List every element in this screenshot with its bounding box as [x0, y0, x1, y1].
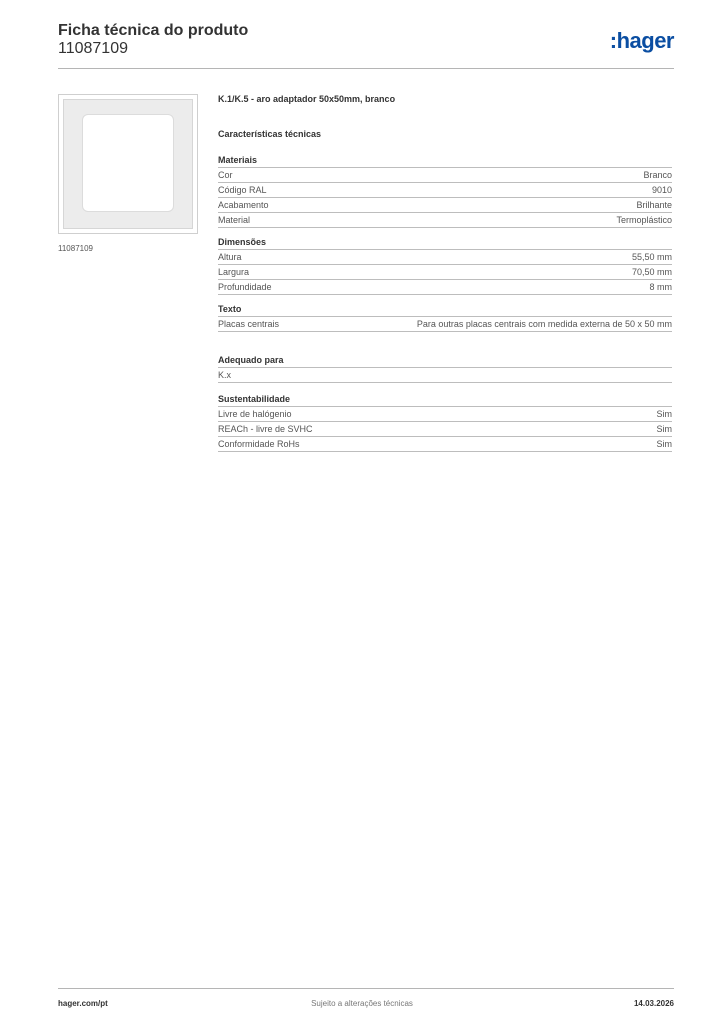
- spec-row: [218, 436, 672, 451]
- product-code: 11087109: [58, 40, 128, 57]
- spec-row: [218, 197, 672, 212]
- spec-row: [218, 264, 672, 279]
- spec-row: [218, 367, 672, 382]
- section-title: Dimensões: [218, 237, 267, 247]
- spec-row: [218, 406, 672, 421]
- spec-row: [218, 167, 672, 182]
- spec-label: Código RAL: [218, 185, 267, 195]
- spec-value: 8 mm: [649, 282, 672, 292]
- section-materiais: [218, 155, 672, 228]
- section-end-rule: [218, 382, 672, 383]
- spec-row: [218, 421, 672, 436]
- document-title: Ficha técnica do produto: [58, 22, 249, 39]
- product-name: K.1/K.5 - aro adaptador 50x50mm, branco: [218, 94, 396, 104]
- section-end-rule: [218, 227, 672, 228]
- spec-label: Livre de halógenio: [218, 409, 292, 419]
- technical-characteristics-heading: Características técnicas: [218, 129, 322, 139]
- section-title: Texto: [218, 304, 242, 314]
- section-end-rule: [218, 451, 672, 452]
- spec-row: [218, 279, 672, 294]
- footer-divider: [58, 988, 674, 989]
- header-divider: [58, 68, 674, 69]
- spec-value: Sim: [656, 424, 672, 434]
- spec-value: 55,50 mm: [631, 252, 672, 262]
- spec-label: Altura: [218, 252, 242, 262]
- frame-inner: [82, 114, 174, 212]
- product-image: [58, 94, 198, 234]
- footer-website-link[interactable]: hager.com/pt: [58, 999, 108, 1008]
- spec-row: [218, 212, 672, 227]
- spec-value: Sim: [656, 409, 672, 419]
- spec-value: 9010: [651, 185, 672, 195]
- spec-value: Para outras placas centrais com medida externa de 50 x 50 mm: [416, 319, 672, 329]
- spec-label: Material: [218, 215, 251, 225]
- section-texto: [218, 304, 672, 332]
- spec-value: Branco: [643, 170, 672, 180]
- section-title: Adequado para: [218, 355, 284, 365]
- product-image-caption: 11087109: [58, 244, 93, 253]
- section-end-rule: [218, 331, 672, 332]
- frame-outer: [63, 99, 193, 229]
- spec-row: [218, 182, 672, 197]
- spec-value: Brilhante: [636, 200, 672, 210]
- spec-label: Largura: [218, 267, 250, 277]
- section-end-rule: [218, 294, 672, 295]
- spec-label: K.x: [218, 370, 232, 380]
- hager-logo: :hager: [609, 28, 674, 53]
- spec-row: [218, 249, 672, 264]
- spec-row: [218, 316, 672, 331]
- spec-label: Profundidade: [218, 282, 272, 292]
- spec-content: [218, 94, 672, 452]
- spec-value: Termoplástico: [616, 215, 672, 225]
- spec-label: Acabamento: [218, 200, 269, 210]
- footer-notice: Sujeito a alterações técnicas: [311, 999, 413, 1008]
- section-title: Sustentabilidade: [218, 394, 291, 404]
- spec-value: 70,50 mm: [631, 267, 672, 277]
- section-sustentabilidade: [218, 394, 672, 452]
- footer-date: 14.03.2026: [633, 999, 674, 1008]
- section-adequado-para: [218, 355, 672, 383]
- spec-label: Conformidade RoHs: [218, 439, 300, 449]
- spec-label: REACh - livre de SVHC: [218, 424, 313, 434]
- section-title: Materiais: [218, 155, 258, 165]
- spec-label: Cor: [218, 170, 233, 180]
- section-dimensoes: [218, 237, 672, 295]
- spec-label: Placas centrais: [218, 319, 280, 329]
- spec-value: Sim: [656, 439, 672, 449]
